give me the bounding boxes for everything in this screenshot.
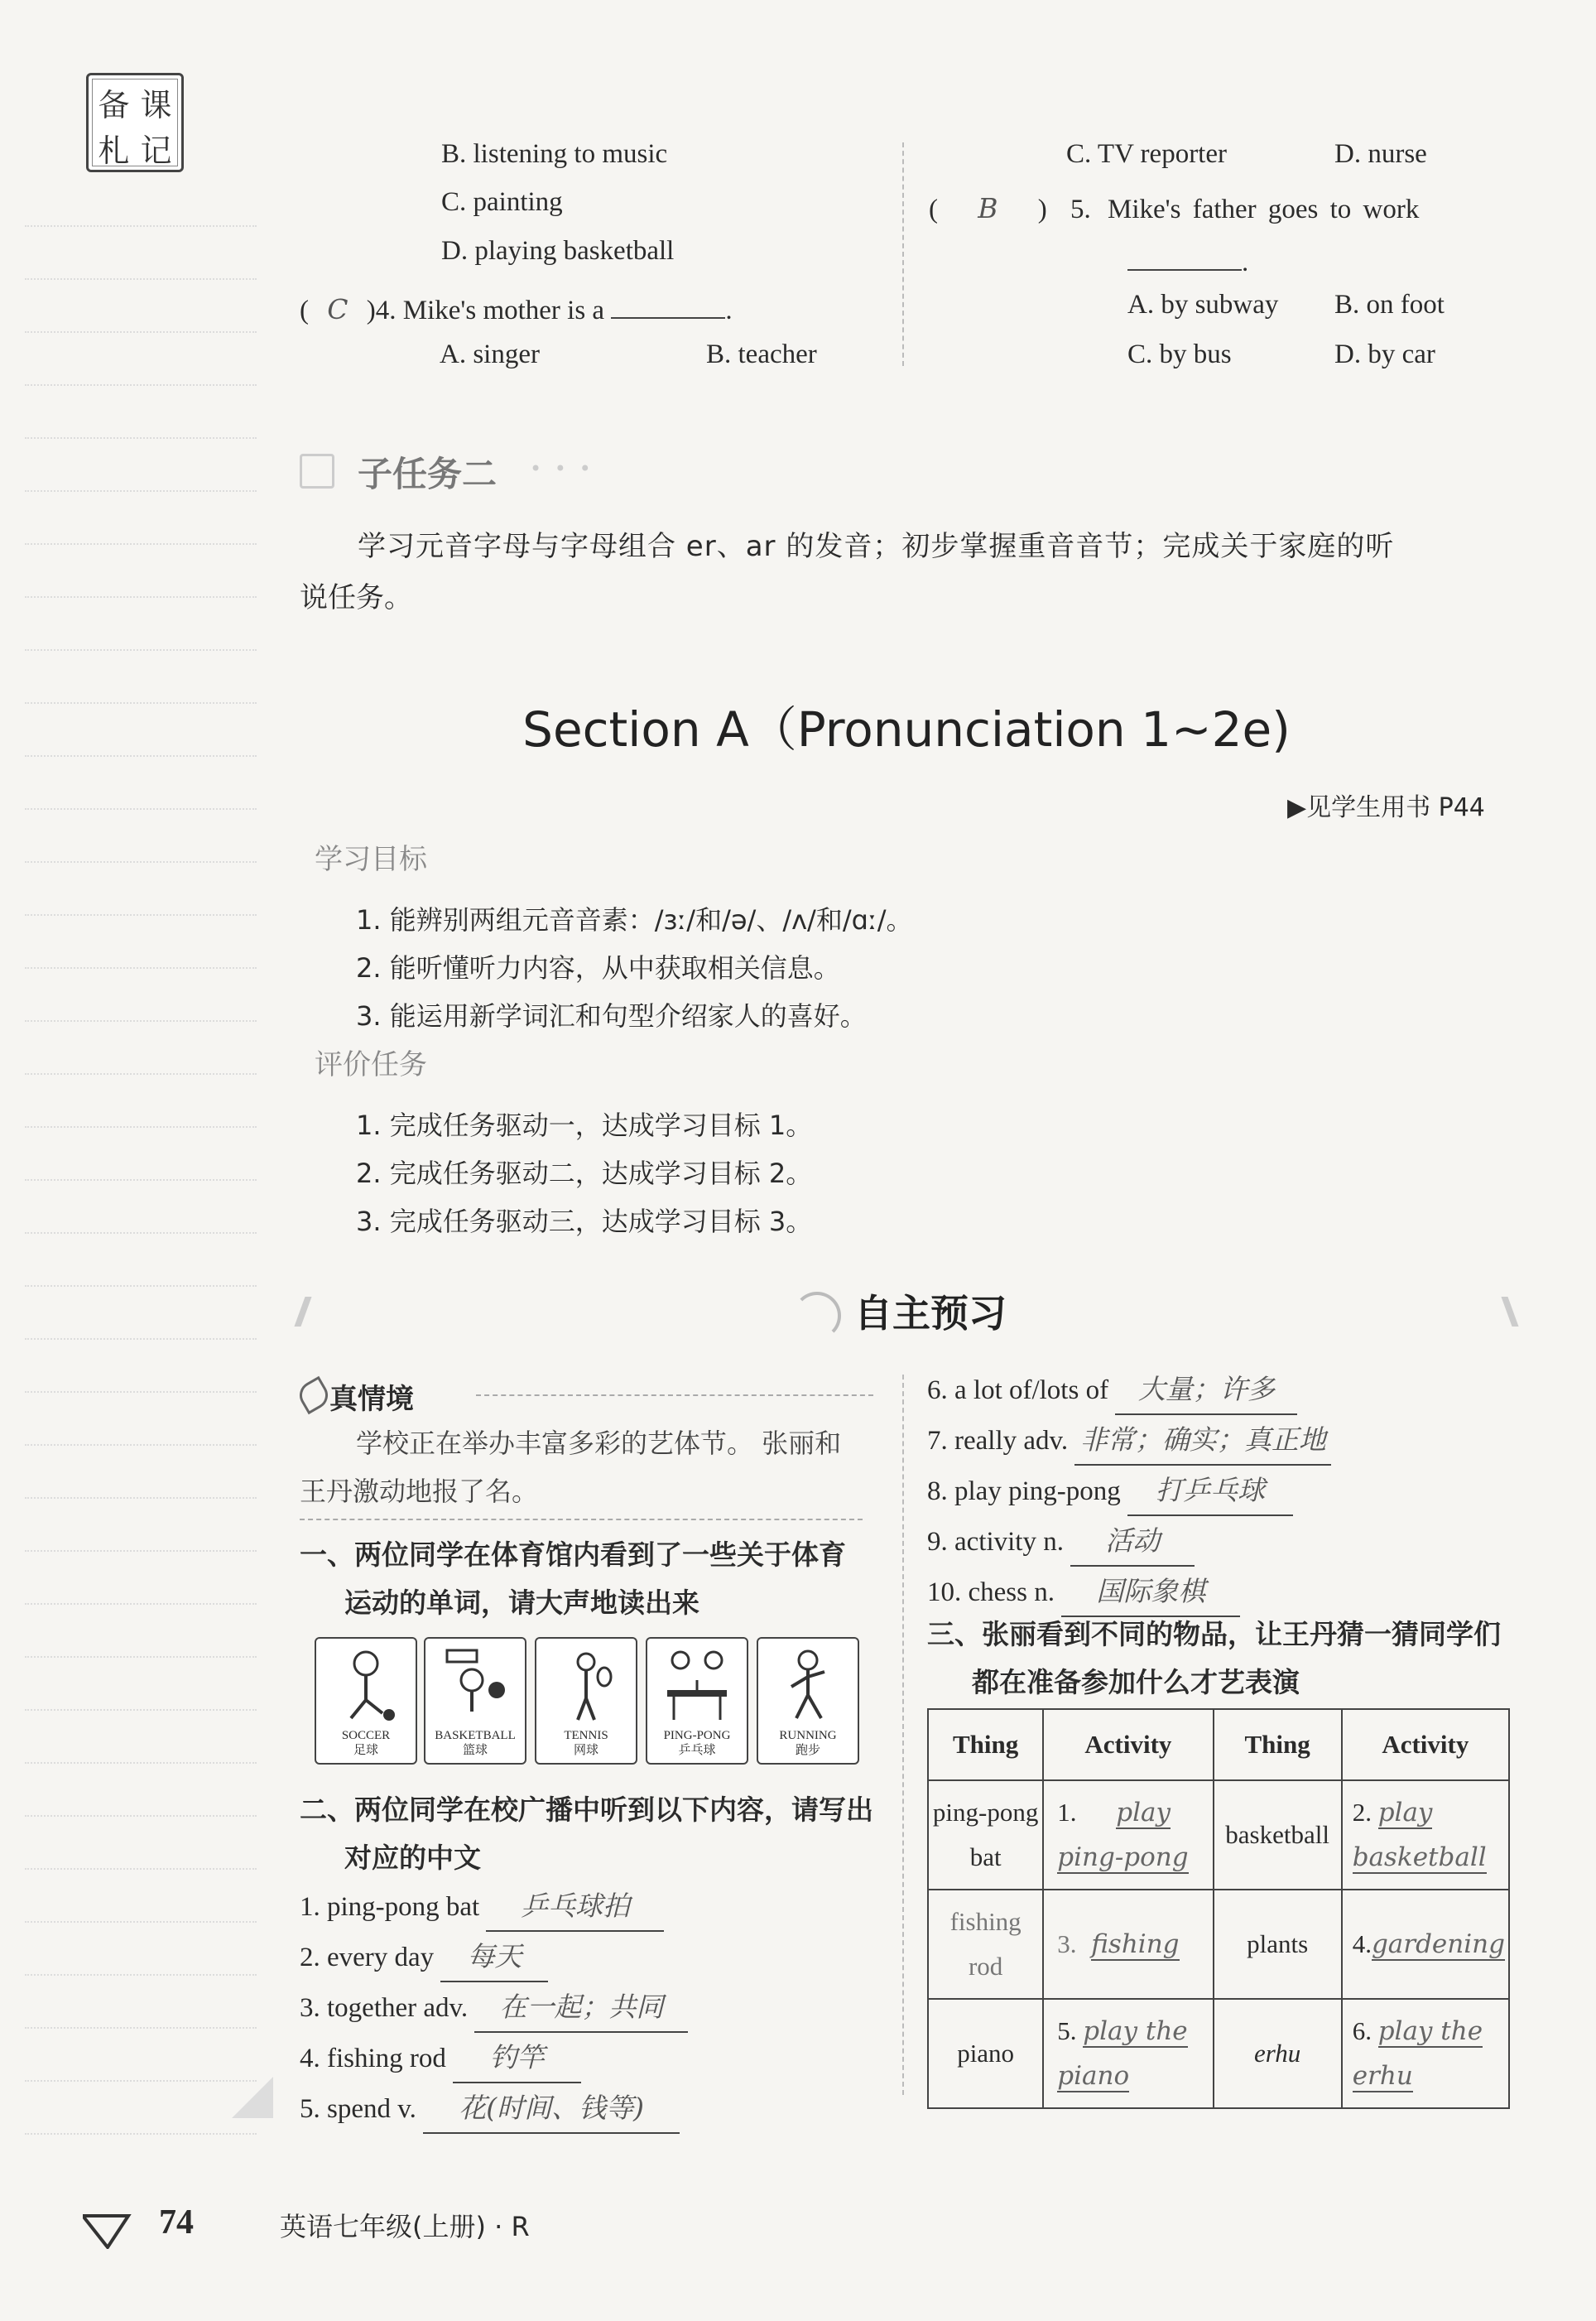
paren-open: ( <box>300 296 309 325</box>
eval-item: 2. 完成任务驱动二，达成学习目标 2。 <box>356 1158 813 1189</box>
goal-item: 3. 能运用新学词汇和句型介绍家人的喜好。 <box>356 1000 867 1032</box>
subtask-desc-line2: 说任务。 <box>300 581 412 614</box>
card-label: TENNIS 网球 <box>564 1729 608 1757</box>
column-divider <box>902 142 904 366</box>
option-d-right: D. nurse <box>1334 139 1427 169</box>
question-number: 4. <box>375 296 397 325</box>
lesson-notes-logo <box>86 73 184 172</box>
corner-decoration <box>232 2077 273 2118</box>
header-thing: Thing <box>1214 1709 1342 1780</box>
option-d: D. playing basketball <box>441 236 675 266</box>
vocab-item: 1. ping-pong bat 乒乓球拍 <box>300 1881 688 1932</box>
running-icon <box>775 1647 841 1721</box>
subtask-icon <box>300 454 334 489</box>
vocab-item: 8. play ping-pong 打乒乓球 <box>927 1466 1331 1516</box>
activity-cell[interactable]: 6. play the erhu <box>1342 1999 1509 2108</box>
answer-4: C <box>327 293 349 325</box>
answer-blank[interactable]: 花(时间、钱等) <box>423 2083 680 2134</box>
question-number: 5. <box>1070 195 1091 224</box>
answer-blank[interactable]: 钓竿 <box>453 2033 581 2083</box>
vocab-item: 7. really adv. 非常；确实；真正地 <box>927 1415 1331 1466</box>
answer-5: B <box>978 192 998 224</box>
answer-blank[interactable]: 在一起；共同 <box>474 1982 688 2033</box>
question-4: ( C )4. Mike's mother is a . <box>300 290 733 326</box>
option-b: B. listening to music <box>441 139 668 169</box>
part2-list <box>300 1881 688 2134</box>
table-row <box>928 1780 1509 1890</box>
option-c: C. painting <box>441 187 563 217</box>
ref-text: 见学生用书 P44 <box>1306 793 1485 822</box>
option-c-right: C. TV reporter <box>1066 139 1227 169</box>
activity-cell[interactable]: 5. play the piano <box>1043 1999 1213 2108</box>
footer-arrow-icon <box>83 2208 132 2241</box>
card-label: RUNNING 跑步 <box>779 1729 837 1757</box>
vocab-item: 4. fishing rod 钓竿 <box>300 2033 688 2083</box>
student-book-ref <box>1287 787 1485 823</box>
triangle-icon: ▶ <box>1287 793 1307 822</box>
goal-item: 2. 能听懂听力内容，从中获取相关信息。 <box>356 952 840 984</box>
answer-blank[interactable]: 乒乓球拍 <box>486 1881 664 1932</box>
ping-pong-icon <box>664 1647 730 1721</box>
part3-line2: 都在准备参加什么才艺表演 <box>972 1666 1300 1698</box>
answer-blank[interactable]: 非常；确实；真正地 <box>1074 1415 1331 1466</box>
thing-cell: plants <box>1214 1890 1342 1999</box>
column-divider <box>902 1375 904 2095</box>
banner-right-slash <box>1476 1297 1518 1327</box>
activity-cell[interactable]: 4.gardening <box>1342 1890 1509 1999</box>
table-row <box>928 1890 1509 1999</box>
part2-line2: 对应的中文 <box>344 1842 481 1874</box>
sport-card-ping-pong <box>646 1637 748 1765</box>
logo-char: 备 <box>98 87 130 123</box>
part1-line2: 运动的单词，请大声地读出来 <box>344 1587 699 1619</box>
vocab-item: 3. together adv. 在一起；共同 <box>300 1982 688 2033</box>
goals-title: 学习目标 <box>315 843 427 876</box>
vocab-item: 5. spend v. 花(时间、钱等) <box>300 2083 688 2134</box>
dots-decoration: • • • <box>530 457 594 480</box>
vocab-item: 6. a lot of/lots of 大量；许多 <box>927 1365 1331 1415</box>
q5-option-c: C. by bus <box>1127 339 1232 369</box>
answer-blank[interactable]: 每天 <box>440 1932 548 1982</box>
part2-line1: 二、两位同学在校广播中听到以下内容，请写出 <box>300 1794 873 1826</box>
logo-char: 课 <box>140 87 172 123</box>
card-label: PING-PONG 乒乓球 <box>663 1729 731 1757</box>
header-thing: Thing <box>928 1709 1043 1780</box>
part1-line1: 一、两位同学在体育馆内看到了一些关于体育 <box>300 1539 846 1571</box>
thing-cell: fishing rod <box>928 1890 1043 1999</box>
q5-option-d: D. by car <box>1334 339 1435 369</box>
logo-char: 札 <box>98 132 130 169</box>
thing-cell: ping-pong bat <box>928 1780 1043 1890</box>
activity-cell[interactable]: 3. fishing <box>1043 1890 1213 1999</box>
eval-title: 评价任务 <box>315 1048 427 1081</box>
question-5 <box>929 192 1419 225</box>
paren-close: ) <box>366 296 376 325</box>
eval-item: 3. 完成任务驱动三，达成学习目标 3。 <box>356 1206 813 1237</box>
paren-close: ) <box>1037 195 1047 224</box>
sport-card-soccer <box>315 1637 417 1765</box>
soccer-icon <box>333 1647 399 1721</box>
card-label: BASKETBALL 篮球 <box>435 1729 516 1757</box>
sport-card-basketball <box>424 1637 526 1765</box>
basketball-icon <box>442 1647 508 1721</box>
q5-option-a: A. by subway <box>1127 290 1279 320</box>
subtask-desc-line1: 学习元音字母与字母组合 er、ar 的发音；初步掌握重音音节；完成关于家庭的听 <box>358 530 1395 563</box>
eval-list <box>356 1101 812 1245</box>
vocab-item: 2. every day 每天 <box>300 1932 688 1982</box>
q4-option-a: A. singer <box>440 339 540 369</box>
section-title: Section A（Pronunciation 1~2e) <box>522 701 1291 758</box>
thing-cell: basketball <box>1214 1780 1342 1890</box>
sport-card-tennis <box>535 1637 637 1765</box>
answer-blank[interactable]: 大量；许多 <box>1115 1365 1297 1415</box>
scenario-title: 真情境 <box>329 1383 414 1416</box>
banner-left-slash <box>294 1297 336 1327</box>
preview-title: 自主预习 <box>854 1291 1007 1336</box>
thing-cell: piano <box>928 1999 1043 2108</box>
header-activity: Activity <box>1342 1709 1509 1780</box>
part3-line1: 三、张丽看到不同的物品，让王丹猜一猜同学们 <box>927 1618 1501 1650</box>
right-vocab-list <box>927 1365 1331 1617</box>
scenario-line2: 王丹激动地报了名。 <box>300 1476 539 1507</box>
table-header-row <box>928 1709 1509 1780</box>
answer-blank[interactable] <box>1127 242 1242 271</box>
goal-item: 1. 能辨别两组元音音素：/ɜː/和/ə/、/ʌ/和/ɑː/。 <box>356 904 913 936</box>
vocab-item: 9. activity n. 活动 <box>927 1516 1331 1567</box>
thing-cell: erhu <box>1214 1999 1342 2108</box>
scenario-line1: 学校正在举办丰富多彩的艺体节。 张丽和 <box>356 1428 842 1459</box>
paren-open: ( <box>929 195 938 224</box>
activity-table <box>927 1708 1510 2109</box>
question-text: Mike's mother is a <box>402 296 605 325</box>
logo-char: 记 <box>140 132 172 169</box>
pencil-icon <box>295 1376 333 1414</box>
scenario-divider <box>476 1394 873 1396</box>
subtask-title: 子任务二 <box>358 454 498 494</box>
tennis-icon <box>553 1647 619 1721</box>
card-label: SOCCER 足球 <box>341 1729 391 1757</box>
eval-item: 1. 完成任务驱动一，达成学习目标 1。 <box>356 1110 813 1141</box>
question-text: Mike's father goes to work <box>1108 195 1420 224</box>
vocab-item: 10. chess n. 国际象棋 <box>927 1567 1331 1617</box>
goals-list <box>356 896 912 1040</box>
answer-blank[interactable] <box>611 290 725 319</box>
scenario-bottom-divider <box>300 1519 863 1520</box>
margin-note-lines <box>25 174 257 2103</box>
book-title: 英语七年级(上册) · R <box>280 2211 530 2242</box>
header-activity: Activity <box>1043 1709 1213 1780</box>
answer-blank[interactable]: 国际象棋 <box>1061 1567 1240 1617</box>
answer-blank[interactable]: 打乒乓球 <box>1127 1466 1293 1516</box>
activity-cell[interactable]: 2. play basketball <box>1342 1780 1509 1890</box>
q4-option-b: B. teacher <box>706 339 817 369</box>
q5-blank-line: . <box>1127 242 1248 278</box>
page-number: 74 <box>159 2203 194 2242</box>
sport-card-running <box>757 1637 859 1765</box>
ear-icon <box>793 1292 841 1340</box>
activity-cell[interactable]: 1. play ping-pong <box>1043 1780 1213 1890</box>
q5-option-b: B. on foot <box>1334 290 1445 320</box>
answer-blank[interactable]: 活动 <box>1070 1516 1195 1567</box>
table-row <box>928 1999 1509 2108</box>
